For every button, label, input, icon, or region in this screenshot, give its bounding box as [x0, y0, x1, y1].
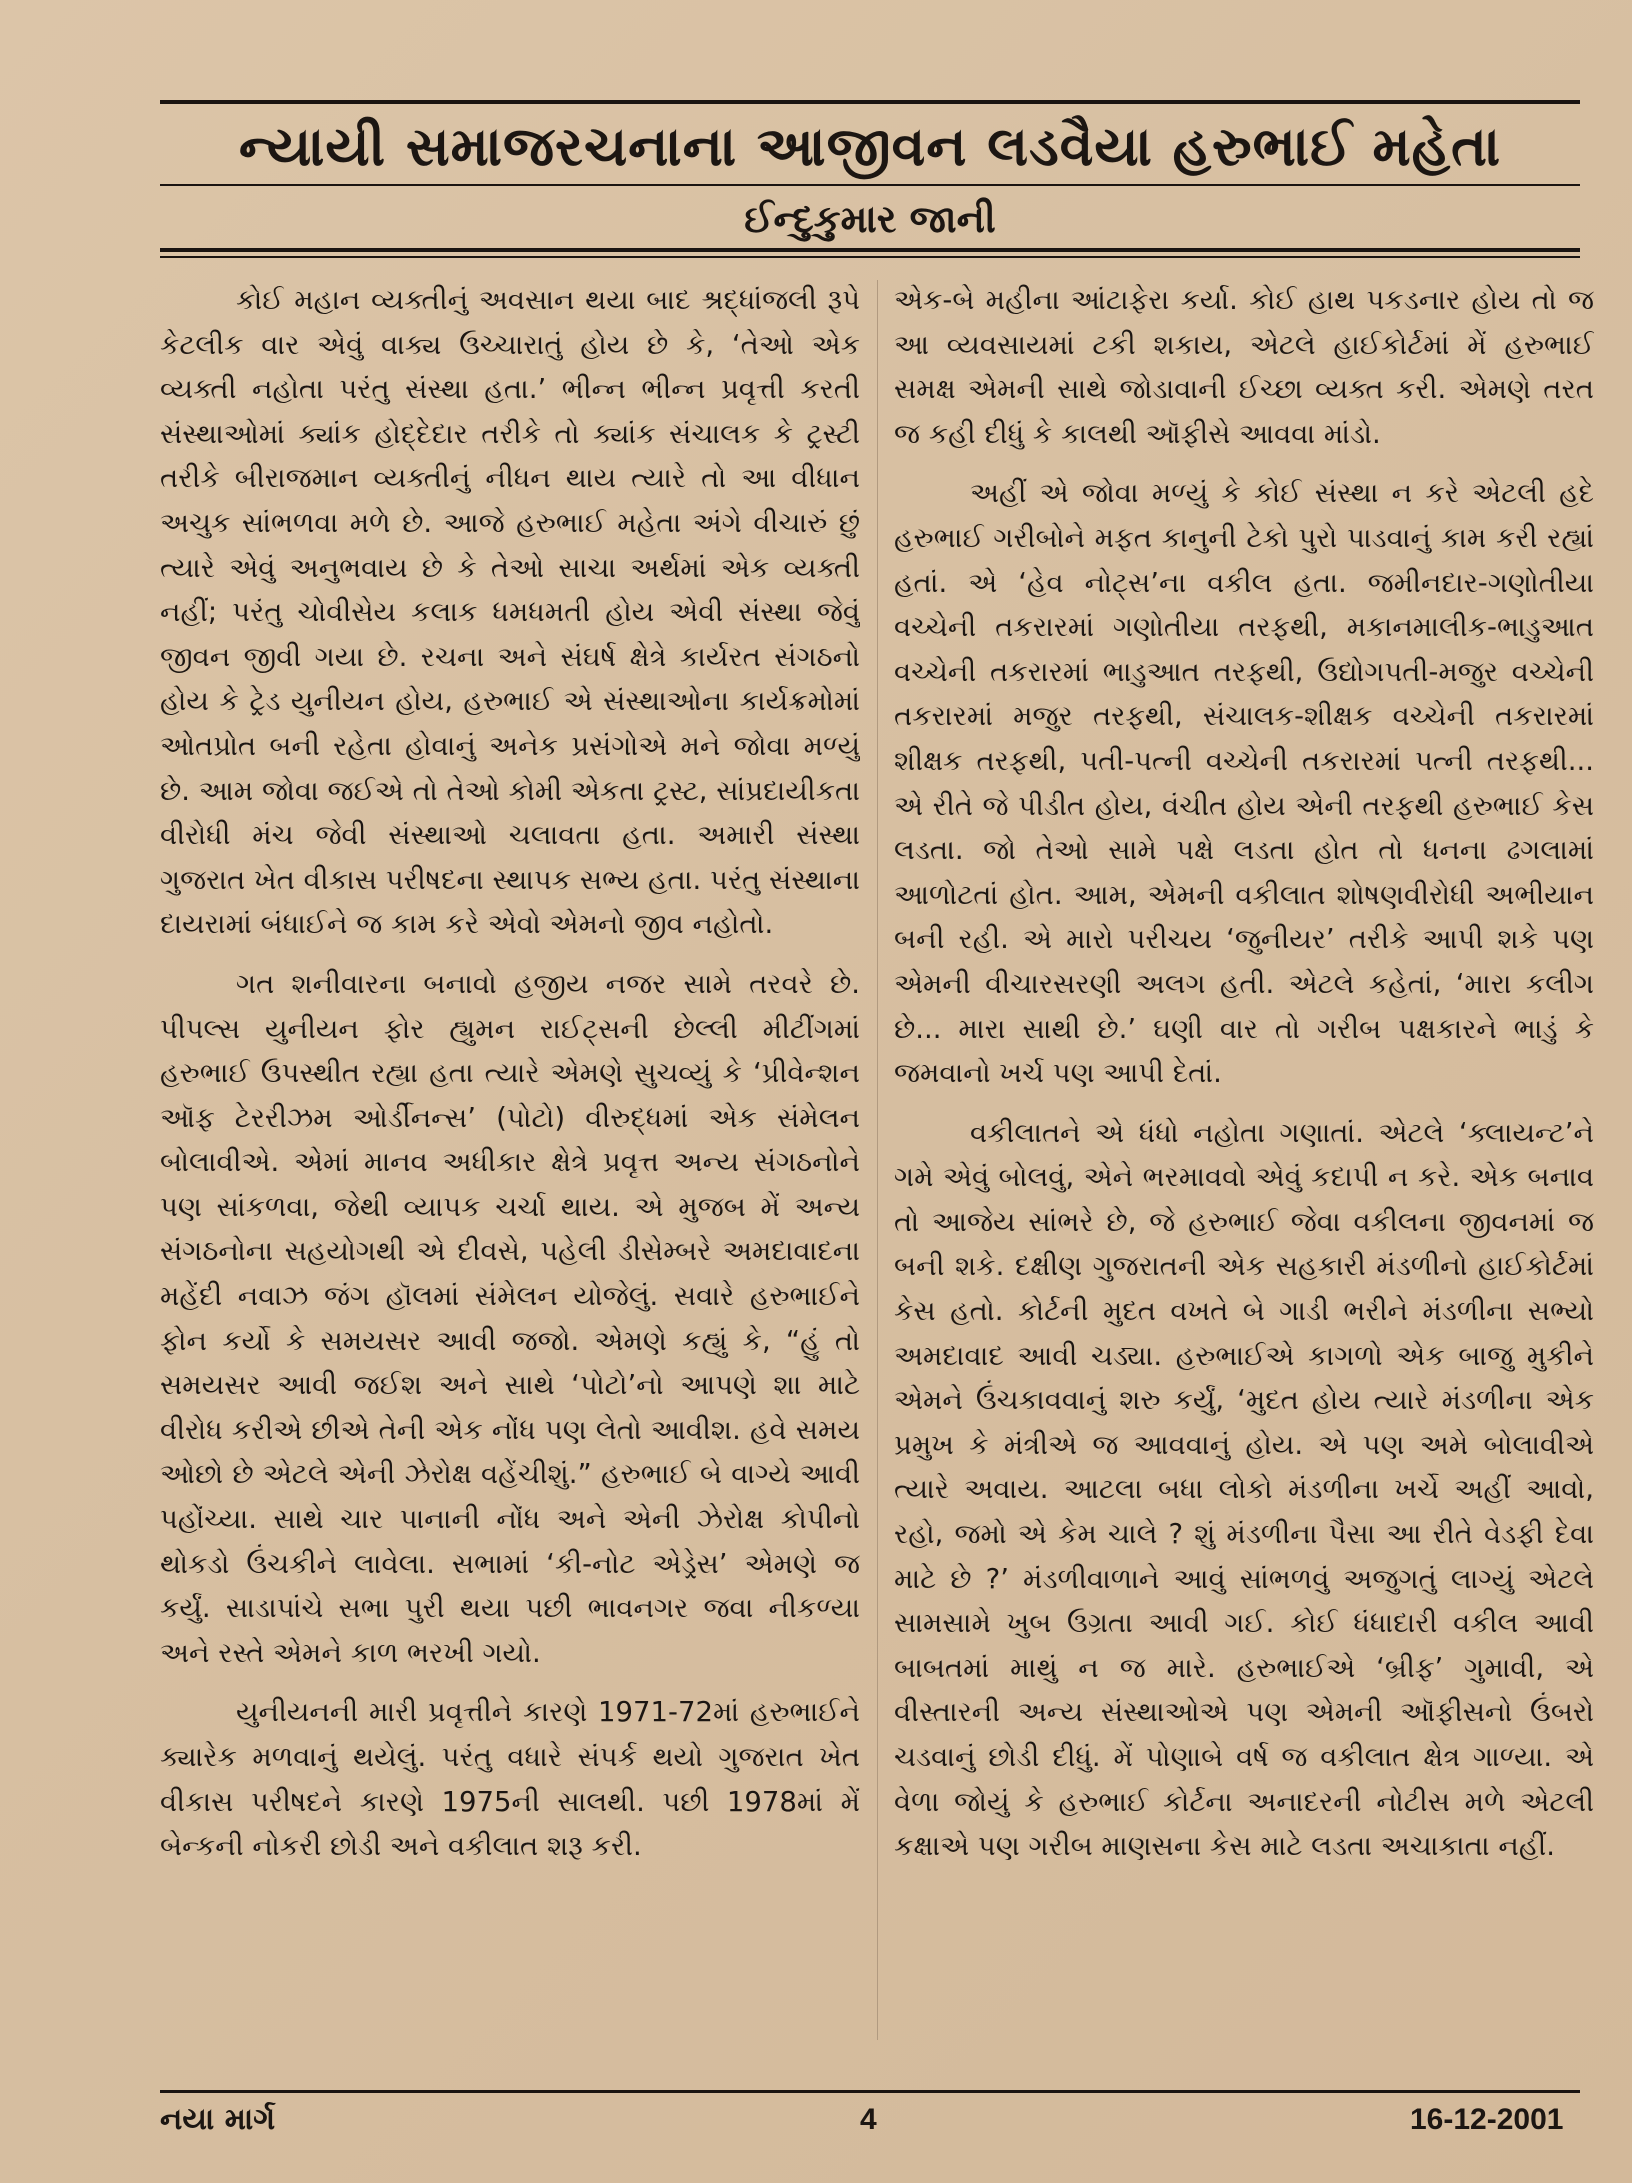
author-rule-thin — [160, 256, 1580, 258]
left-column — [160, 278, 860, 2048]
publication-name: નયા માર્ગ — [160, 2102, 276, 2137]
paragraph: ગત શનીવારના બનાવો હજીય નજર સામે તરવરે છે. પીપલ્સ યુનીયન ફોર હ્યુમન રાઈટ્સની છેલ્લી મીટીંગમાં હરુભાઈ ઉપસ્થીત રહ્યા હતા ત્યારે એમણે સુચવ્યું કે ‘પ્રીવેન્શન ઑફ ટેરરીઝમ ઓર્ડીનન્સ’ (પોટો) વીરુદ્ધમાં એક સંમેલન બોલાવીએ. એમાં માનવ અધીકાર ક્ષેત્રે પ્રવૃત્ત અન્ય સંગઠનોને પણ સાંકળવા, જેથી વ્યાપક ચર્ચા થાય. એ મુજબ મેં અન્ય સંગઠનોના સહયોગથી એ દીવસે, પહેલી ડીસેમ્બરે અમદાવાદના મહેંદી નવાઝ જંગ હૉલમાં સંમેલન યોજેલું. સવારે હરુભાઈને ફોન કર્યો કે સમયસર આવી જજો. એમણે કહ્યું કે, “હું તો સમયસર આવી જઈશ અને સાથે ‘પોટો’નો આપણે શા માટે વીરોધ કરીએ છીએ તેની એક નોંધ પણ લેતો આવીશ. હવે સમય ઓછો છે એટલે એની ઝેરોક્ષ વહેંચીશું.” હરુભાઈ બે વાગ્યે આવી પહોંચ્યા. સાથે ચાર પાનાની નોંધ અને એની ઝેરોક્ષ કોપીનો થોકડો ઉંચકીને લાવેલા. સભામાં ‘કી-નોટ એડ્રેસ’ એમણે જ કર્યું. સાડાપાંચે સભા પુરી થયા પછી ભાવનગર જવા નીકળ્યા અને રસ્તે એમને કાળ ભરખી ગયો. — [160, 967, 860, 1669]
top-rule — [160, 100, 1580, 104]
right-column — [894, 278, 1594, 2048]
article-title: ન્યાયી સમાજરચનાના આજીવન લડવૈયા હરુભાઈ મહેતા — [238, 115, 1502, 178]
paragraph: યુનીયનની મારી પ્રવૃત્તીને કારણે 1971-72માં હરુભાઈને ક્યારેક મળવાનું થયેલું. પરંતુ વધારે સંપર્ક થયો ગુજરાત ખેત વીકાસ પરીષદને કારણે 1975ની સાલથી. પછી 1978માં મેં બેન્કની નોકરી છોડી અને વકીલાત શરૂ કરી. — [160, 1696, 860, 1863]
issue-date: 16-12-2001 — [1410, 2103, 1564, 2136]
author-rule-thick — [160, 248, 1580, 252]
paragraph: વકીલાતને એ ધંધો નહોતા ગણાતાં. એટલે ‘ક્લાયન્ટ’ને ગમે એવું બોલવું, એને ભરમાવવો એવું કદાપી ન કરે. એક બનાવ તો આજેય સાંભરે છે, જે હરુભાઈ જેવા વકીલના જીવનમાં જ બની શકે. દક્ષીણ ગુજરાતની એક સહકારી મંડળીનો હાઈકોર્ટમાં કેસ હતો. કોર્ટની મુદત વખતે બે ગાડી ભરીને મંડળીના સભ્યો અમદાવાદ આવી ચડ્યા. હરુભાઈએ કાગળો એક બાજુ મુકીને એમને ઉંચકાવવાનું શરુ કર્યું, ‘મુદત હોય ત્યારે મંડળીના એક પ્રમુખ કે મંત્રીએ જ આવવાનું હોય. એ પણ અમે બોલાવીએ ત્યારે અવાય. આટલા બધા લોકો મંડળીના ખર્ચે અહીં આવો, રહો, જમો એ કેમ ચાલે ? શું મંડળીના પૈસા આ રીતે વેડફી દેવા માટે છે ?’ મંડળીવાળાને આવું સાંભળવું અજુગતું લાગ્યું એટલે સામસામે ખુબ ઉગ્રતા આવી ગઈ. કોઈ ધંધાદારી વકીલ આવી બાબતમાં માથું ન જ મારે. હરુભાઈએ ‘બ્રીફ’ ગુમાવી, એ વીસ્તારની અન્ય સંસ્થાઓએ પણ એમની ઑફીસનો ઉંબરો ચડવાનું છોડી દીધું. મેં પોણાબે વર્ષ જ વકીલાત ક્ષેત્ર ગાળ્યા. એ વેળા જોયું કે હરુભાઈ કોર્ટના અનાદરની નોટીસ મળે એટલી કક્ષાએ પણ ગરીબ માણસના કેસ માટે લડતા અચાકાતા નહીં. — [894, 1116, 1594, 1863]
footer-rule — [160, 2090, 1580, 2093]
paragraph: કોઈ મહાન વ્યક્તીનું અવસાન થયા બાદ શ્રદ્ધાંજલી રૂપે કેટલીક વાર એવું વાક્ય ઉચ્ચારાતું હોય છે કે, ‘તેઓ એક વ્યક્તી નહોતા પરંતુ સંસ્થા હતા.’ ભીન્ન ભીન્ન પ્રવૃત્તી કરતી સંસ્થાઓમાં ક્યાંક હોદ્દેદાર તરીકે તો ક્યાંક સંચાલક કે ટ્રસ્ટી તરીકે બીરાજમાન વ્યક્તીનું નીધન થાય ત્યારે તો આ વીધાન અચુક સાંભળવા મળે છે. આજે હરુભાઈ મહેતા અંગે વીચારું છું ત્યારે એવું અનુભવાય છે કે તેઓ સાચા અર્થમાં એક વ્યક્તી નહીં; પરંતુ ચોવીસેય કલાક ધમધમતી હોય એવી સંસ્થા જેવું જીવન જીવી ગયા છે. રચના અને સંઘર્ષ ક્ષેત્રે કાર્યરત સંગઠનો હોય કે ટ્રેડ યુનીયન હોય, હરુભાઈ એ સંસ્થાઓના કાર્યક્રમોમાં ઓતપ્રોત બની રહેતા હોવાનું અનેક પ્રસંગોએ મને જોવા મળ્યું છે. આમ જોવા જઈએ તો તેઓ કોમી એકતા ટ્રસ્ટ, સાંપ્રદાયીકતા વીરોધી મંચ જેવી સંસ્થાઓ ચલાવતા હતા. અમારી સંસ્થા ગુજરાત ખેત વીકાસ પરીષદના સ્થાપક સભ્ય હતા. પરંતુ સંસ્થાના દાયરામાં બંધાઈને જ કામ કરે એવો એમનો જીવ નહોતો. — [160, 284, 860, 941]
article-author: ઈન્દુકુમાર જાની — [744, 197, 996, 241]
page-number: 4 — [860, 2103, 877, 2136]
title-rule — [160, 184, 1580, 186]
paragraph: એક-બે મહીના આંટાફેરા કર્યા. કોઈ હાથ પકડનાર હોય તો જ આ વ્યવસાયમાં ટકી શકાય, એટલે હાઈકોર્ટમાં મેં હરુભાઈ સમક્ષ એમની સાથે જોડાવાની ઈચ્છા વ્યક્ત કરી. એમણે તરત જ કહી દીધું કે કાલથી ઑફીસે આવવા માંડો. — [894, 284, 1594, 450]
column-separator — [877, 280, 878, 2040]
paragraph: અહીં એ જોવા મળ્યું કે કોઈ સંસ્થા ન કરે એટલી હદે હરુભાઈ ગરીબોને મફત કાનુની ટેકો પુરો પાડવાનું કામ કરી રહ્યાં હતાં. એ ‘હેવ નોટ્સ’ના વકીલ હતા. જમીનદાર-ગણોતીયા વચ્ચેની તકરારમાં ગણોતીયા તરફથી, મકાનમાલીક-ભાડુઆત વચ્ચેની તકરારમાં ભાડુઆત તરફથી, ઉદ્યોગપતી-મજુર વચ્ચેની તકરારમાં મજુર તરફથી, સંચાલક-શીક્ષક વચ્ચેની તકરારમાં શીક્ષક તરફથી, પતી-પત્ની વચ્ચેની તકરારમાં પત્ની તરફથી... એ રીતે જે પીડીત હોય, વંચીત હોય એની તરફથી હરુભાઈ કેસ લડતા. જો તેઓ સામે પક્ષે લડતા હોત તો ધનના ઢગલામાં આળોટતાં હોત. આમ, એમની વકીલાત શોષણવીરોધી અભીયાન બની રહી. એ મારો પરીચય ‘જુનીયર’ તરીકે આપી શકે પણ એમની વીચારસરણી અલગ હતી. એટલે કહેતાં, ‘મારા કલીગ છે... મારા સાથી છે.’ ઘણી વાર તો ગરીબ પક્ષકારને ભાડું કે જમવાનો ખર્ચ પણ આપી દેતાં. — [894, 477, 1594, 1090]
